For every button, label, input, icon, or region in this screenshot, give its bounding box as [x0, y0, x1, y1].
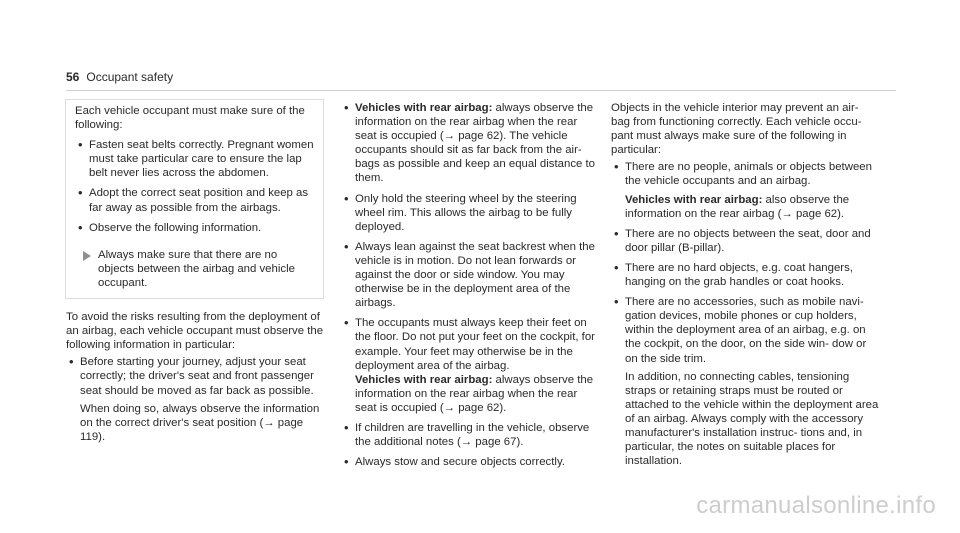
- instruction-list: [66, 355, 324, 444]
- list-item: • There are no objects between the seat, door and door pillar (B-pillar).: [611, 227, 879, 255]
- list-item: [66, 355, 324, 444]
- list-item: • If children are travelling in the vehicle, observe the additional notes (→ page 67).: [341, 421, 599, 449]
- page-header: [66, 70, 173, 84]
- item-subtext: In addition, no connecting cables, tensioning straps or retaining straps must be routed or attached to the vehicle within the deployment area of an airbag. Always comply with the accessory manufacturer's installation instruc- tions and, in particular, the notes on suitable places for installation.: [625, 370, 879, 468]
- bold-label: Vehicles with rear airbag:: [355, 102, 493, 114]
- list-item: • Only hold the steering wheel by the steering wheel rim. This allows the airbag to be fully deployed.: [341, 192, 599, 234]
- list-item: • Adopt the correct seat position and keep as far away as possible from the airbags.: [75, 186, 315, 214]
- hint-text: Always make sure that there are no objects between the airbag and vehicle occupant.: [98, 248, 295, 289]
- item-text: Before starting your journey, adjust your seat correctly; the driver's seat and front passenger seat should be moved as far back as possible.: [80, 356, 314, 397]
- list-item: • There are no hard objects, e.g. coat hangers, hanging on the grab handles or coat hooks.: [611, 261, 879, 289]
- item-text: The occupants must always keep their feet on the floor. Do not put your feet on the cockpit, for example. Your feet may otherwise be in the deployment area of the airbag.: [355, 317, 595, 372]
- item-subtext-text: always observe the information on the rear airbag when the rear seat is occupied (→ page 62).: [355, 373, 594, 414]
- column-2: [341, 101, 599, 469]
- column-1: [66, 101, 324, 444]
- bold-label: Vehicles with rear airbag:: [625, 193, 763, 206]
- page-number: 56: [66, 70, 80, 84]
- item-subtext: [625, 193, 879, 221]
- bold-label: Vehicles with rear airbag:: [355, 373, 493, 386]
- list-item: [341, 316, 599, 415]
- checklist: [611, 160, 879, 468]
- paragraph: Objects in the vehicle interior may prevent an air- bag from functioning correctly. Each vehicle occu- pant must always make sure of the following in particular:: [611, 102, 862, 157]
- list-item: [341, 101, 599, 186]
- list-item: [611, 160, 879, 220]
- column-3: [611, 101, 879, 468]
- item-text: always observe the information on the rear airbag when the rear seat is occupied (→ page 62). The vehicle occupants should sit as far back from the air- bags as possible and keep an equal distance to them.: [355, 102, 596, 185]
- item-subtext: [355, 373, 599, 415]
- list-item: • Always lean against the seat backrest when the vehicle is in motion. Do not lean forwards or against the door or side window. You may otherwise be in the deployment area of the airbags.: [341, 240, 599, 310]
- section-title: Occupant safety: [86, 70, 174, 84]
- header-divider: [66, 90, 896, 91]
- hint-note: [75, 248, 315, 290]
- instruction-list: [341, 101, 599, 469]
- paragraph: To avoid the risks resulting from the deployment of an airbag, each vehicle occupant must observe the following information in particular:: [66, 311, 324, 352]
- watermark: carmanualsonline.info: [696, 492, 936, 519]
- list-item: • Always stow and secure objects correctly.: [341, 455, 599, 469]
- list-item: • Fasten seat belts correctly. Pregnant women must take particular care to ensure the lap belt never lies across the abdomen.: [75, 138, 315, 180]
- item-text: There are no accessories, such as mobile navi- gation devices, mobile phones or cup holders, within the deployment area of an airbag, e.g. on the cockpit, on the door, on the side win- dow or on the side trim.: [625, 296, 867, 365]
- list-item: [611, 295, 879, 468]
- play-arrow-icon: [83, 251, 91, 261]
- item-text: There are no people, animals or objects between the vehicle occupants and an airbag.: [625, 161, 872, 188]
- requirements-box: [65, 99, 324, 299]
- box-list: [75, 138, 315, 235]
- list-item: • Observe the following information.: [75, 221, 315, 235]
- item-subtext-text: also observe the information on the rear airbag (→ page 62).: [625, 193, 850, 220]
- box-intro: Each vehicle occupant must make sure of the following:: [75, 105, 305, 132]
- item-subtext: When doing so, always observe the information on the correct driver's seat position (→ page 119).: [80, 402, 320, 443]
